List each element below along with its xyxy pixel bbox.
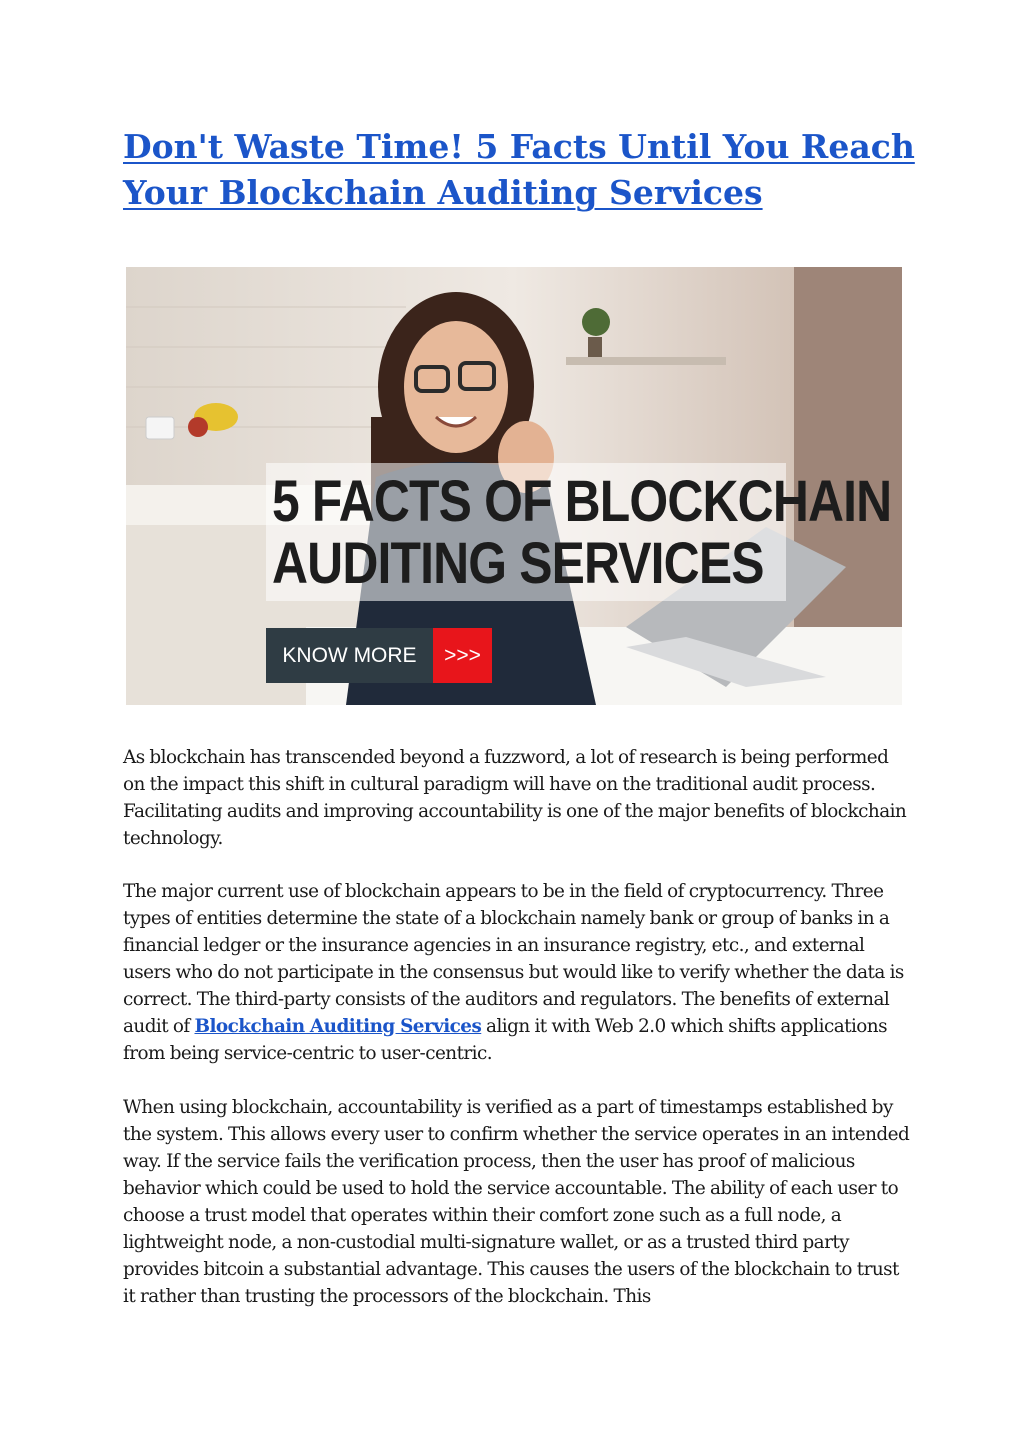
hero-banner[interactable] (126, 267, 902, 705)
hero-caption-line: AUDITING SERVICES (272, 531, 764, 596)
paragraph-current-use (123, 878, 913, 1067)
blockchain-auditing-services-link[interactable]: Blockchain Auditing Services (194, 1016, 482, 1037)
paragraph-text: The major current use of blockchain appears to be in the field of cryptocurrency. Three types of entities determine the state of a blockchain namely bank or group of banks in a financial ledger or the insurance agencies in an insurance registry, etc., and external users who do not participate in the consensus but would like to verify whether the data is correct. The third-party consists of the auditors and regulators. The benefits of external audit of (123, 881, 904, 1037)
paragraph-accountability: When using blockchain, accountability is verified as a part of timestamps established by the system. This allows every user to confirm whether the service operates in an intended way. If the service fails the verification process, then the user has proof of malicious behavior which could be used to hold the service accountable. The ability of each user to choose a trust model that operates within their comfort zone such as a full node, a lightweight node, a non-custodial multi-signature wallet, or as a trusted third party provides bitcoin a substantial advantage. This causes the users of the blockchain to trust it rather than trusting the processors of the blockchain. This (123, 1097, 910, 1307)
know-more-label[interactable]: KNOW MORE (266, 628, 433, 683)
paragraph-intro: As blockchain has transcended beyond a fuzzword, a lot of research is being performed on the impact this shift in cultural paradigm will have on the traditional audit process. Facilitating audits and improving accountability is one of the major benefits of blockchain technology. (123, 747, 907, 849)
page-title[interactable]: Don't Waste Time! 5 Facts Until You Reach Your Blockchain Auditing Services (123, 127, 915, 212)
arrow-icon[interactable]: >>> (433, 628, 492, 683)
know-more-button[interactable] (266, 628, 492, 683)
paragraph-text: align it with Web 2.0 which shifts applications from being service-centric to user-centric. (123, 1016, 887, 1064)
hero-caption-line: 5 FACTS OF BLOCKCHAIN (272, 469, 892, 534)
